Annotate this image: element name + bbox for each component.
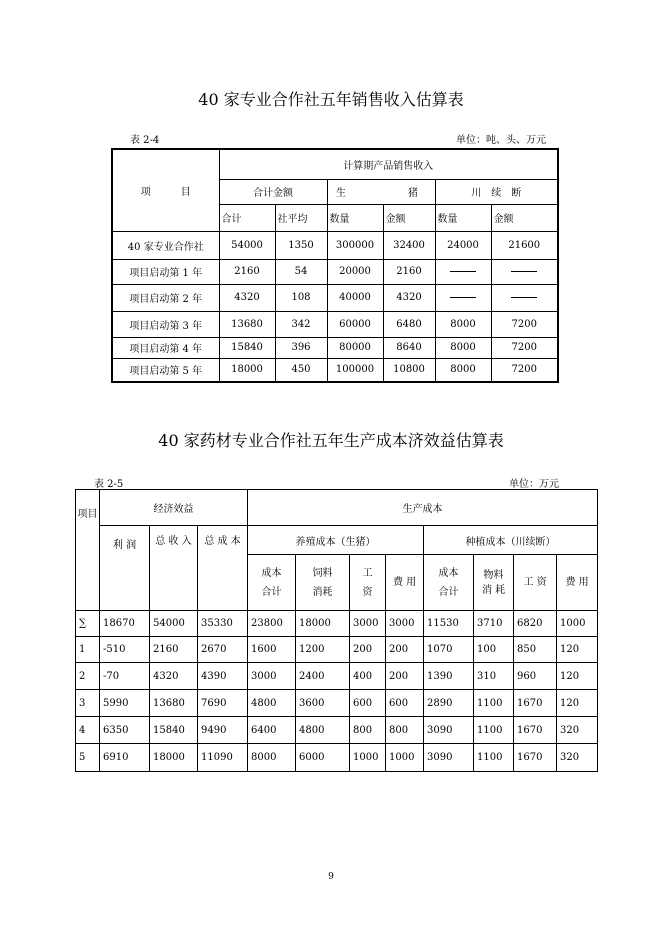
table2-profit-header: 利 润 [100,526,150,611]
table-cell: 13680 [219,311,275,337]
table-cell: 1390 [424,663,474,690]
table-row [112,358,558,382]
table-cell: 8000 [435,358,491,382]
table2-unit: 单位：万元 [509,479,559,490]
table-cell: -70 [100,663,150,690]
table-cell: 4800 [248,690,296,717]
table-cell: 2160 [219,259,275,284]
dash-line [450,297,476,298]
table-row [76,744,598,772]
table1-sub-header: 社平均 [275,204,327,231]
table-cell: 1100 [474,717,514,744]
table2-breed-subheader: 费 用 [386,555,424,611]
table-cell: 6000 [296,744,350,772]
table-cell: 100000 [327,358,383,382]
table-cell: 9490 [198,717,248,744]
table2-plant-subheader: 物料 消 耗 [474,555,514,611]
table-cell: 8640 [383,337,435,358]
table-cell: 4390 [198,663,248,690]
table-cell: 3600 [296,690,350,717]
table-cell: 18000 [296,611,350,637]
table-cell: 1000 [557,611,598,637]
table1-item-header: 项 目 [112,149,219,231]
table-row [112,284,558,311]
row-label: 3 [76,690,100,717]
table-cell: 5990 [100,690,150,717]
table-cell: 3090 [424,717,474,744]
table-cell: 1000 [350,744,386,772]
row-label: 项目启动第 1 年 [112,259,219,284]
row-label: 2 [76,663,100,690]
table-cell: 60000 [327,311,383,337]
table-cell: 4320 [219,284,275,311]
table-cell: 15840 [219,337,275,358]
table-cell: 120 [557,663,598,690]
sales-revenue-table [111,148,559,383]
table-cell: 6820 [514,611,557,637]
table-cell: 32400 [383,231,435,259]
table-row [112,231,558,259]
table-cell: 20000 [327,259,383,284]
table-cell: 6400 [248,717,296,744]
table-cell: 15840 [150,717,198,744]
table-cell: 4800 [296,717,350,744]
row-label: 项目启动第 2 年 [112,284,219,311]
table-cell: 400 [350,663,386,690]
table-cell: 3000 [248,663,296,690]
table2-planting-header: 种植成本（川续断） [424,526,598,555]
table-cell: 35330 [198,611,248,637]
table-cell: 3000 [350,611,386,637]
table-cell: 108 [275,284,327,311]
table2-breed-subheader: 成本 合计 [248,555,296,611]
table-cell: 2160 [150,637,198,663]
table2-breeding-header: 养殖成本（生猪） [248,526,424,555]
table-cell: 18000 [219,358,275,382]
table2-plant-subheader: 工 资 [514,555,557,611]
table-cell: 7200 [491,311,558,337]
table-cell: 3710 [474,611,514,637]
table1-total-header: 合计金额 [219,179,327,204]
dash-line [511,297,537,298]
table-row [76,611,598,637]
table-cell: 2670 [198,637,248,663]
table-row [76,690,598,717]
table-cell: 800 [350,717,386,744]
table-cell: 320 [557,717,598,744]
table-cell: 600 [386,690,424,717]
table1-sub-header: 金额 [383,204,435,231]
table-cell: 200 [386,663,424,690]
row-label: 1 [76,637,100,663]
table2-benefit-header: 经济效益 [100,490,248,526]
table-cell: 18670 [100,611,150,637]
table-cell: 2890 [424,690,474,717]
table1-sub-header: 数量 [327,204,383,231]
table1-title: 40 家专业合作社五年销售收入估算表 [198,90,464,109]
table2-plant-subheader: 成本 合计 [424,555,474,611]
table-cell: 7690 [198,690,248,717]
table2-item-header: 项目 [76,490,100,611]
table-cell: 54 [275,259,327,284]
table-cell: 54000 [150,611,198,637]
table-row [112,259,558,284]
table-cell: 342 [275,311,327,337]
table-cell: 54000 [219,231,275,259]
table-cell: 100 [474,637,514,663]
table-row [76,663,598,690]
table-cell: 1670 [514,717,557,744]
empty-dash-cell [491,259,558,284]
table1-label: 表 2-4 [130,135,160,146]
table-cell: 4320 [150,663,198,690]
table-cell: 18000 [150,744,198,772]
table-cell: 120 [557,637,598,663]
table-cell: 1600 [248,637,296,663]
table-cell: 1200 [296,637,350,663]
table1-pig-header: 生 猪 [327,179,435,204]
table-cell: 200 [386,637,424,663]
table2-label: 表 2-5 [94,479,124,490]
table-cell: 24000 [435,231,491,259]
table-row [112,311,558,337]
table-row [112,337,558,358]
empty-dash-cell [435,284,491,311]
table2-cost-header: 生产成本 [248,490,598,526]
table2-title: 40 家药材专业合作社五年生产成本济效益估算表 [158,431,504,450]
row-label: 40 家专业合作社 [112,231,219,259]
row-label: 项目启动第 4 年 [112,337,219,358]
table-cell: 3090 [424,744,474,772]
table2-breed-subheader: 饲料 消耗 [296,555,350,611]
table1-herb-header: 川 续 断 [435,179,558,204]
empty-dash-cell [435,259,491,284]
row-label: 4 [76,717,100,744]
cost-benefit-table [75,489,598,772]
table-cell: 6480 [383,311,435,337]
table2-plant-subheader: 费 用 [557,555,598,611]
table-cell: 8000 [248,744,296,772]
table-cell: 200 [350,637,386,663]
row-label: ∑ [76,611,100,637]
dash-line [450,271,476,272]
table-cell: 396 [275,337,327,358]
table-cell: 80000 [327,337,383,358]
table-cell: 21600 [491,231,558,259]
table-cell: 310 [474,663,514,690]
table-cell: 13680 [150,690,198,717]
table-cell: 1350 [275,231,327,259]
table-cell: 1670 [514,690,557,717]
table1-sub-header: 数量 [435,204,491,231]
row-label: 项目启动第 5 年 [112,358,219,382]
table-cell: 120 [557,690,598,717]
table-cell: 11530 [424,611,474,637]
table-cell: 1000 [386,744,424,772]
table-cell: 800 [386,717,424,744]
table-cell: 40000 [327,284,383,311]
table-cell: 6350 [100,717,150,744]
table-cell: 4320 [383,284,435,311]
table-cell: 8000 [435,311,491,337]
table-cell: 23800 [248,611,296,637]
table-cell: -510 [100,637,150,663]
table-cell: 320 [557,744,598,772]
table-row [76,637,598,663]
table-cell: 11090 [198,744,248,772]
empty-dash-cell [491,284,558,311]
table-cell: 1070 [424,637,474,663]
table-cell: 1100 [474,744,514,772]
row-label: 项目启动第 3 年 [112,311,219,337]
row-label: 5 [76,744,100,772]
table-cell: 2400 [296,663,350,690]
table-cell: 450 [275,358,327,382]
table-cell: 850 [514,637,557,663]
table1-unit: 单位：吨、头、万元 [456,135,546,146]
table2-breed-subheader: 工 资 [350,555,386,611]
table1-sub-header: 金额 [491,204,558,231]
table-cell: 10800 [383,358,435,382]
table-cell: 2160 [383,259,435,284]
table-cell: 7200 [491,337,558,358]
table-cell: 960 [514,663,557,690]
table-cell: 8000 [435,337,491,358]
table2-total-cost-header: 总 成 本 [198,526,248,611]
table-cell: 600 [350,690,386,717]
table-cell: 300000 [327,231,383,259]
table1-sub-header: 合计 [219,204,275,231]
table-row [76,717,598,744]
table-cell: 3000 [386,611,424,637]
table-cell: 1100 [474,690,514,717]
table-cell: 7200 [491,358,558,382]
table-cell: 6910 [100,744,150,772]
table2-revenue-header: 总 收 入 [150,526,198,611]
dash-line [511,271,537,272]
table-cell: 1670 [514,744,557,772]
table1-group-header: 计算期产品销售收入 [219,149,558,179]
page-number: 9 [328,872,334,882]
